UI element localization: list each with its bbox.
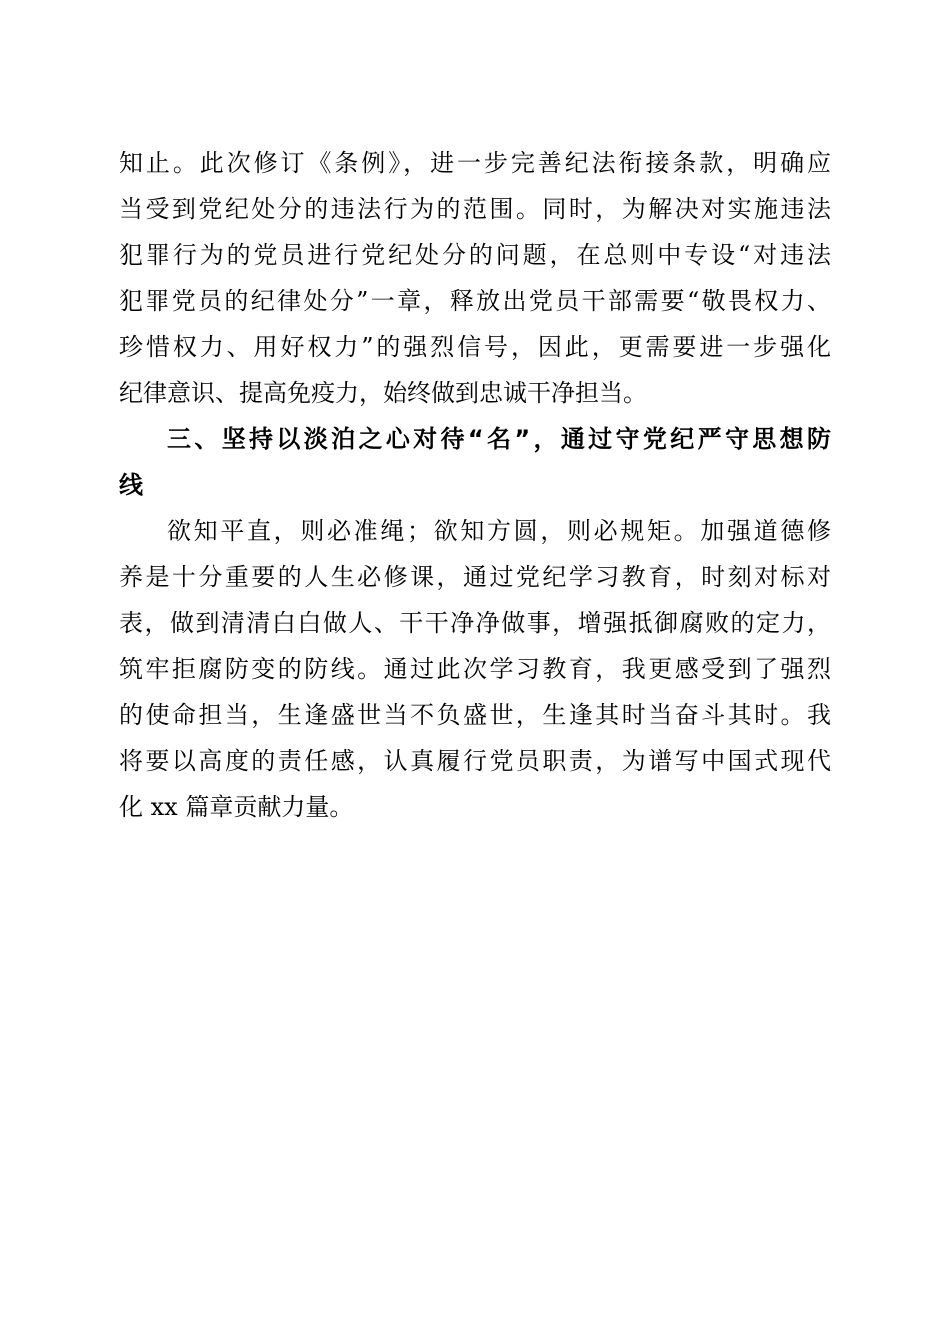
- heading-line: 三、坚持以淡泊之心对待“名”，通过守党纪严守思想防: [167, 425, 831, 453]
- text-line: 表，做到清清白白做人、干干净净做事，增强抵御腐败的定力，: [119, 609, 831, 637]
- text-line: 化 xx 篇章贡献力量。: [119, 793, 354, 821]
- text-line: 养是十分重要的人生必修课，通过党纪学习教育，时刻对标对: [119, 563, 831, 591]
- text-line: 的使命担当，生逢盛世当不负盛世，生逢其时当奋斗其时。我: [119, 701, 831, 729]
- section-heading: [119, 416, 831, 508]
- text-line: 筑牢拒腐防变的防线。通过此次学习教育，我更感受到了强烈: [119, 655, 831, 683]
- heading-line: 线: [119, 471, 143, 499]
- paragraph-continued: [119, 140, 831, 416]
- document-body: [119, 140, 831, 830]
- text-line: 当受到党纪处分的违法行为的范围。同时，为解决对实施违法: [119, 195, 831, 223]
- text-line: 珍惜权力、用好权力”的强烈信号，因此，更需要进一步强化: [119, 333, 831, 361]
- text-line: 知止。此次修订《条例》，进一步完善纪法衔接条款，明确应: [119, 149, 831, 177]
- text-line: 纪律意识、提高免疫力，始终做到忠诚干净担当。: [119, 379, 647, 407]
- text-line: 犯罪行为的党员进行党纪处分的问题，在总则中专设“对违法: [119, 241, 831, 269]
- text-line: 欲知平直，则必准绳；欲知方圆，则必规矩。加强道德修: [167, 517, 831, 545]
- paragraph-body: [119, 508, 831, 830]
- text-line: 将要以高度的责任感，认真履行党员职责，为谱写中国式现代: [119, 747, 831, 775]
- text-line: 犯罪党员的纪律处分”一章，释放出党员干部需要“敬畏权力、: [119, 287, 831, 315]
